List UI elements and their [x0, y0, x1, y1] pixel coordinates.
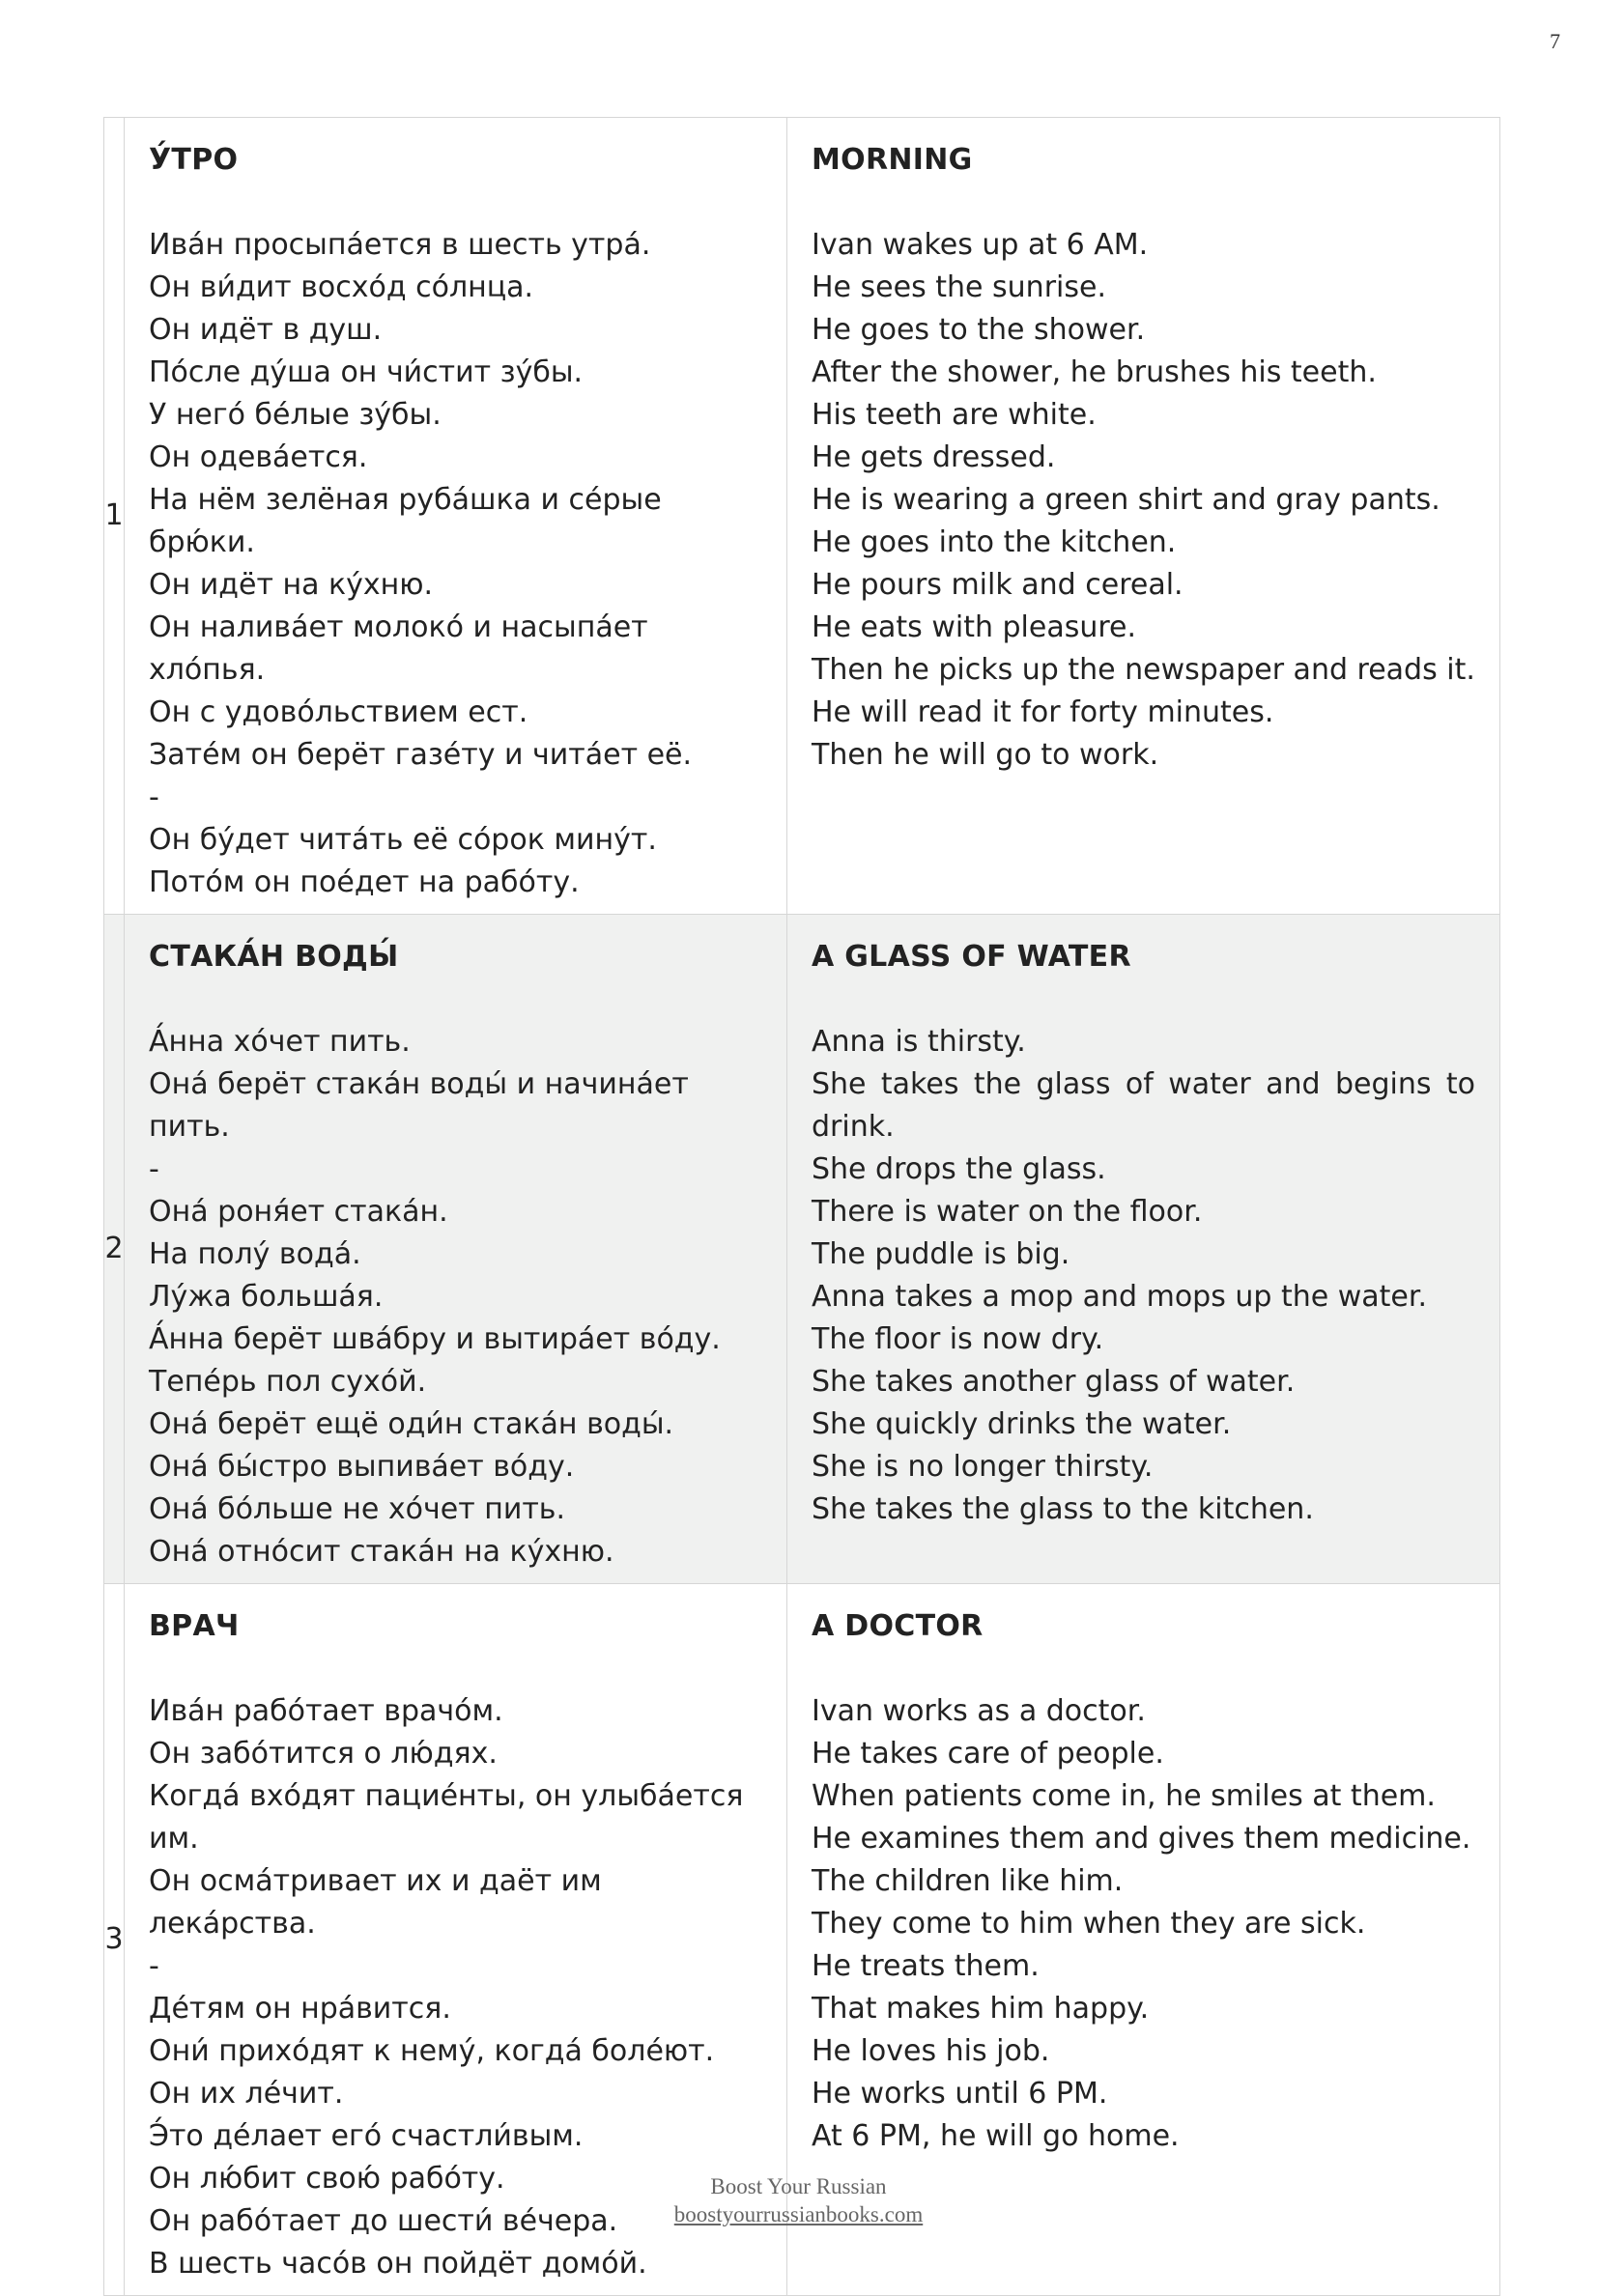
text-line: А́нна хо́чет пить.: [149, 1025, 411, 1059]
text-line: Ivan works as a doctor.: [812, 1694, 1146, 1728]
text-line: Лу́жа больша́я.: [149, 1280, 384, 1314]
text-line: Пото́м он пое́дет на рабо́ту.: [149, 865, 580, 899]
text-line: Then he picks up the newspaper and reads it.: [812, 653, 1475, 687]
text-line: At 6 PM, he will go home.: [812, 2119, 1180, 2153]
footer-website-link[interactable]: boostyourrussianbooks.com: [673, 2202, 924, 2226]
text-line: Она́ роня́ет стака́н.: [149, 1195, 448, 1229]
text-line: Он забо́тится о лю́дях.: [149, 1737, 498, 1771]
text-line: Он осма́тривает их и даёт им лека́рства.: [149, 1864, 602, 1941]
text-line: His teeth are white.: [812, 398, 1097, 432]
footer-brand: Boost Your Russian: [710, 2174, 887, 2198]
text-line: На полу́ вода́.: [149, 1237, 361, 1271]
story-row: [104, 118, 1500, 915]
text-line: He examines them and gives them medicine.: [812, 1822, 1471, 1856]
text-line: She takes another glass of water.: [812, 1365, 1296, 1399]
russian-lines: [149, 1021, 762, 1573]
text-line: В шесть часо́в он пойдёт домо́й.: [149, 2247, 647, 2281]
text-line: Он идёт в душ.: [149, 313, 383, 347]
text-line: Ivan wakes up at 6 AM.: [812, 228, 1149, 262]
english-text-cell: [787, 118, 1500, 915]
text-line: Он рабо́тает до шести́ ве́чера.: [149, 2204, 618, 2238]
text-line: Ива́н рабо́тает врачо́м.: [149, 1694, 503, 1728]
text-line: Он налива́ет молоко́ и насыпа́ет хло́пья.: [149, 610, 648, 687]
text-line: Anna is thirsty.: [812, 1025, 1026, 1059]
text-line: After the shower, he brushes his teeth.: [812, 355, 1377, 389]
text-line: The floor is now dry.: [812, 1322, 1104, 1356]
text-line: Она́ бы́стро выпива́ет во́ду.: [149, 1450, 575, 1484]
text-line: Он с удово́льствием ест.: [149, 695, 528, 729]
story-number: 2: [104, 915, 125, 1584]
text-line: -: [149, 1949, 159, 1983]
text-line: Они́ прихо́дят к нему́, когда́ боле́ют.: [149, 2034, 715, 2068]
text-line: That makes him happy.: [812, 1992, 1150, 2026]
text-line: When patients come in, he smiles at them.: [812, 1779, 1436, 1813]
story-number: 1: [104, 118, 125, 915]
text-line: Ива́н просыпа́ется в шесть утра́.: [149, 228, 651, 262]
text-line: -: [149, 780, 159, 814]
text-line: The children like him.: [812, 1864, 1124, 1898]
text-line: Он их ле́чит.: [149, 2077, 344, 2111]
text-line: She takes the glass to the kitchen.: [812, 1492, 1314, 1526]
text-line: He loves his job.: [812, 2034, 1050, 2068]
english-lines: [812, 224, 1475, 777]
text-line: The puddle is big.: [812, 1237, 1070, 1271]
story-number: 3: [104, 1584, 125, 2296]
text-line: He eats with pleasure.: [812, 610, 1137, 644]
english-title: A GLASS OF WATER: [812, 940, 1131, 974]
text-line: Она́ берёт ещё оди́н стака́н воды́.: [149, 1407, 674, 1441]
russian-title: ВРАЧ: [149, 1609, 240, 1643]
text-line: He will read it for forty minutes.: [812, 695, 1274, 729]
text-line: He gets dressed.: [812, 440, 1056, 474]
text-line: Э́то де́лает его́ счастли́вым.: [149, 2119, 584, 2153]
text-line: He is wearing a green shirt and gray pants.: [812, 483, 1440, 517]
text-line: Он ви́дит восхо́д со́лнца.: [149, 270, 534, 304]
text-line: -: [149, 1152, 159, 1186]
text-line: He pours milk and cereal.: [812, 568, 1183, 602]
text-line: Она́ бо́льше не хо́чет пить.: [149, 1492, 566, 1526]
text-line: Он лю́бит свою́ рабо́ту.: [149, 2162, 505, 2196]
text-line: У него́ бе́лые зу́бы.: [149, 398, 442, 432]
english-lines: [812, 1690, 1475, 2158]
english-title: A DOCTOR: [812, 1609, 984, 1643]
russian-text-cell: [125, 118, 787, 915]
russian-text-cell: [125, 915, 787, 1584]
text-line: Anna takes a mop and mops up the water.: [812, 1280, 1428, 1314]
russian-title: У́ТРО: [149, 143, 239, 177]
text-line: There is water on the floor.: [812, 1195, 1203, 1229]
text-line: Она́ отно́сит стака́н на ку́хню.: [149, 1535, 614, 1569]
english-lines: [812, 1021, 1475, 1531]
text-line: Де́тям он нра́вится.: [149, 1992, 451, 2026]
text-line: Тепе́рь пол сухо́й.: [149, 1365, 427, 1399]
text-line: Он одева́ется.: [149, 440, 368, 474]
footer: [0, 2172, 1597, 2228]
text-line: Он бу́дет чита́ть её со́рок мину́т.: [149, 823, 657, 857]
text-line: Он идёт на ку́хню.: [149, 568, 434, 602]
text-line: Then he will go to work.: [812, 738, 1159, 772]
russian-title: СТАКА́Н ВОДЫ́: [149, 940, 399, 974]
text-line: They come to him when they are sick.: [812, 1907, 1366, 1941]
text-line: He takes care of people.: [812, 1737, 1164, 1771]
russian-lines: [149, 224, 762, 904]
story-row: [104, 915, 1500, 1584]
text-line: He goes to the shower.: [812, 313, 1146, 347]
text-line: She is no longer thirsty.: [812, 1450, 1154, 1484]
text-line: She drops the glass.: [812, 1152, 1106, 1186]
text-line: He goes into the kitchen.: [812, 525, 1177, 559]
text-line: He treats them.: [812, 1949, 1040, 1983]
english-title: MORNING: [812, 143, 973, 177]
text-line: She quickly drinks the water.: [812, 1407, 1232, 1441]
english-text-cell: [787, 915, 1500, 1584]
text-line: He sees the sunrise.: [812, 270, 1106, 304]
text-line: А́нна берёт шва́бру и вытира́ет во́ду.: [149, 1322, 721, 1356]
text-line: He works until 6 PM.: [812, 2077, 1108, 2111]
text-line: По́сле ду́ша он чи́стит зу́бы.: [149, 355, 584, 389]
page-number: 7: [1550, 29, 1560, 53]
text-line: Она́ берёт стака́н воды́ и начина́ет пить.: [149, 1067, 689, 1144]
text-line: На нём зелёная руба́шка и се́рые брю́ки.: [149, 483, 662, 559]
text-line: She takes the glass of water and begins to drink.: [812, 1067, 1475, 1144]
stories-table: [103, 117, 1500, 2296]
text-line: Когда́ вхо́дят пацие́нты, он улыба́ется им.: [149, 1779, 744, 1856]
text-line: Зате́м он берёт газе́ту и чита́ет её.: [149, 738, 693, 772]
